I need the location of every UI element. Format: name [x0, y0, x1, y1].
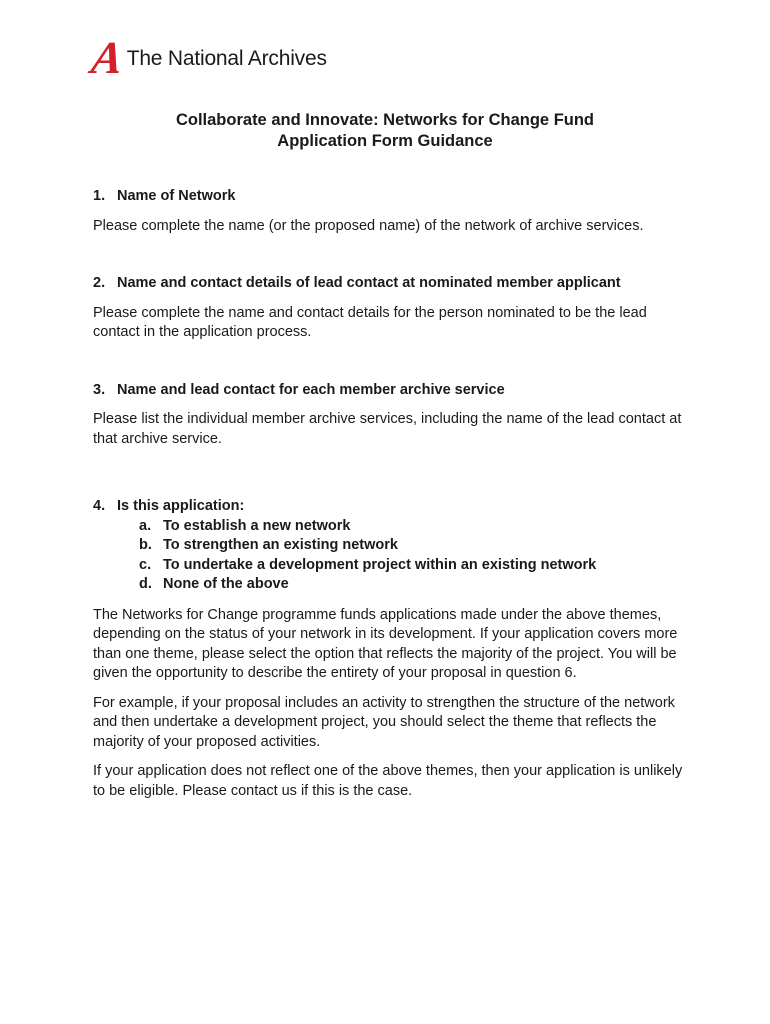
paragraph: For example, if your proposal includes an activity to strengthen the structure of the network and then undertake a development project, you should select the theme that reflects the majority of your proposed activities. [93, 694, 675, 750]
section-number: 1. [93, 188, 106, 204]
options-list [93, 517, 693, 595]
document-title [0, 110, 770, 152]
section-heading [93, 381, 693, 401]
section-heading-text: Name of Network [117, 188, 236, 204]
logo-a-icon: A [88, 32, 127, 83]
section-1 [93, 187, 693, 236]
logo [88, 32, 327, 83]
option-item: c. To undertake a development project within an existing network [139, 556, 597, 573]
section-number: 3. [93, 381, 106, 398]
section-heading [93, 497, 693, 517]
section-heading-text: Is this application: [117, 498, 245, 514]
paragraph: The Networks for Change programme funds applications made under the above themes, depending on the status of your network in its development. If your application covers more than one theme, please select the option that reflects the majority of the project. You will be given the opportunity to describe the entirety of your proposal in question 6. [93, 606, 678, 681]
title-line-1: Collaborate and Innovate: Networks for Change Fund [175, 111, 595, 129]
section-4 [93, 497, 693, 801]
document-body [93, 187, 693, 801]
section-heading [93, 187, 693, 207]
paragraph: If your application does not reflect one of the above themes, then your application is unlikely to be eligible. Please contact us if this is the case. [93, 763, 683, 799]
section-body: Please complete the name and contact details for the person nominated to be the lead contact in the application process. [93, 304, 647, 340]
section-2 [93, 274, 693, 343]
section-number: 2. [93, 275, 106, 291]
title-line-2: Application Form Guidance [277, 132, 493, 150]
section-heading-text: Name and lead contact for each member archive service [117, 381, 505, 398]
section-heading-text: Name and contact details of lead contact at nominated member applicant [117, 275, 621, 291]
option-item: b. To strengthen an existing network [139, 537, 398, 553]
option-item: d. None of the above [139, 576, 289, 592]
section-heading [93, 274, 693, 294]
option-item: a. To establish a new network [139, 517, 351, 534]
logo-text: The National Archives [126, 47, 327, 70]
section-number: 4. [93, 498, 106, 514]
section-3 [93, 381, 693, 450]
section-body: Please list the individual member archive services, including the name of the lead contact at that archive service. [93, 411, 682, 447]
section-body: Please complete the name (or the proposed name) of the network of archive services. [93, 217, 644, 234]
